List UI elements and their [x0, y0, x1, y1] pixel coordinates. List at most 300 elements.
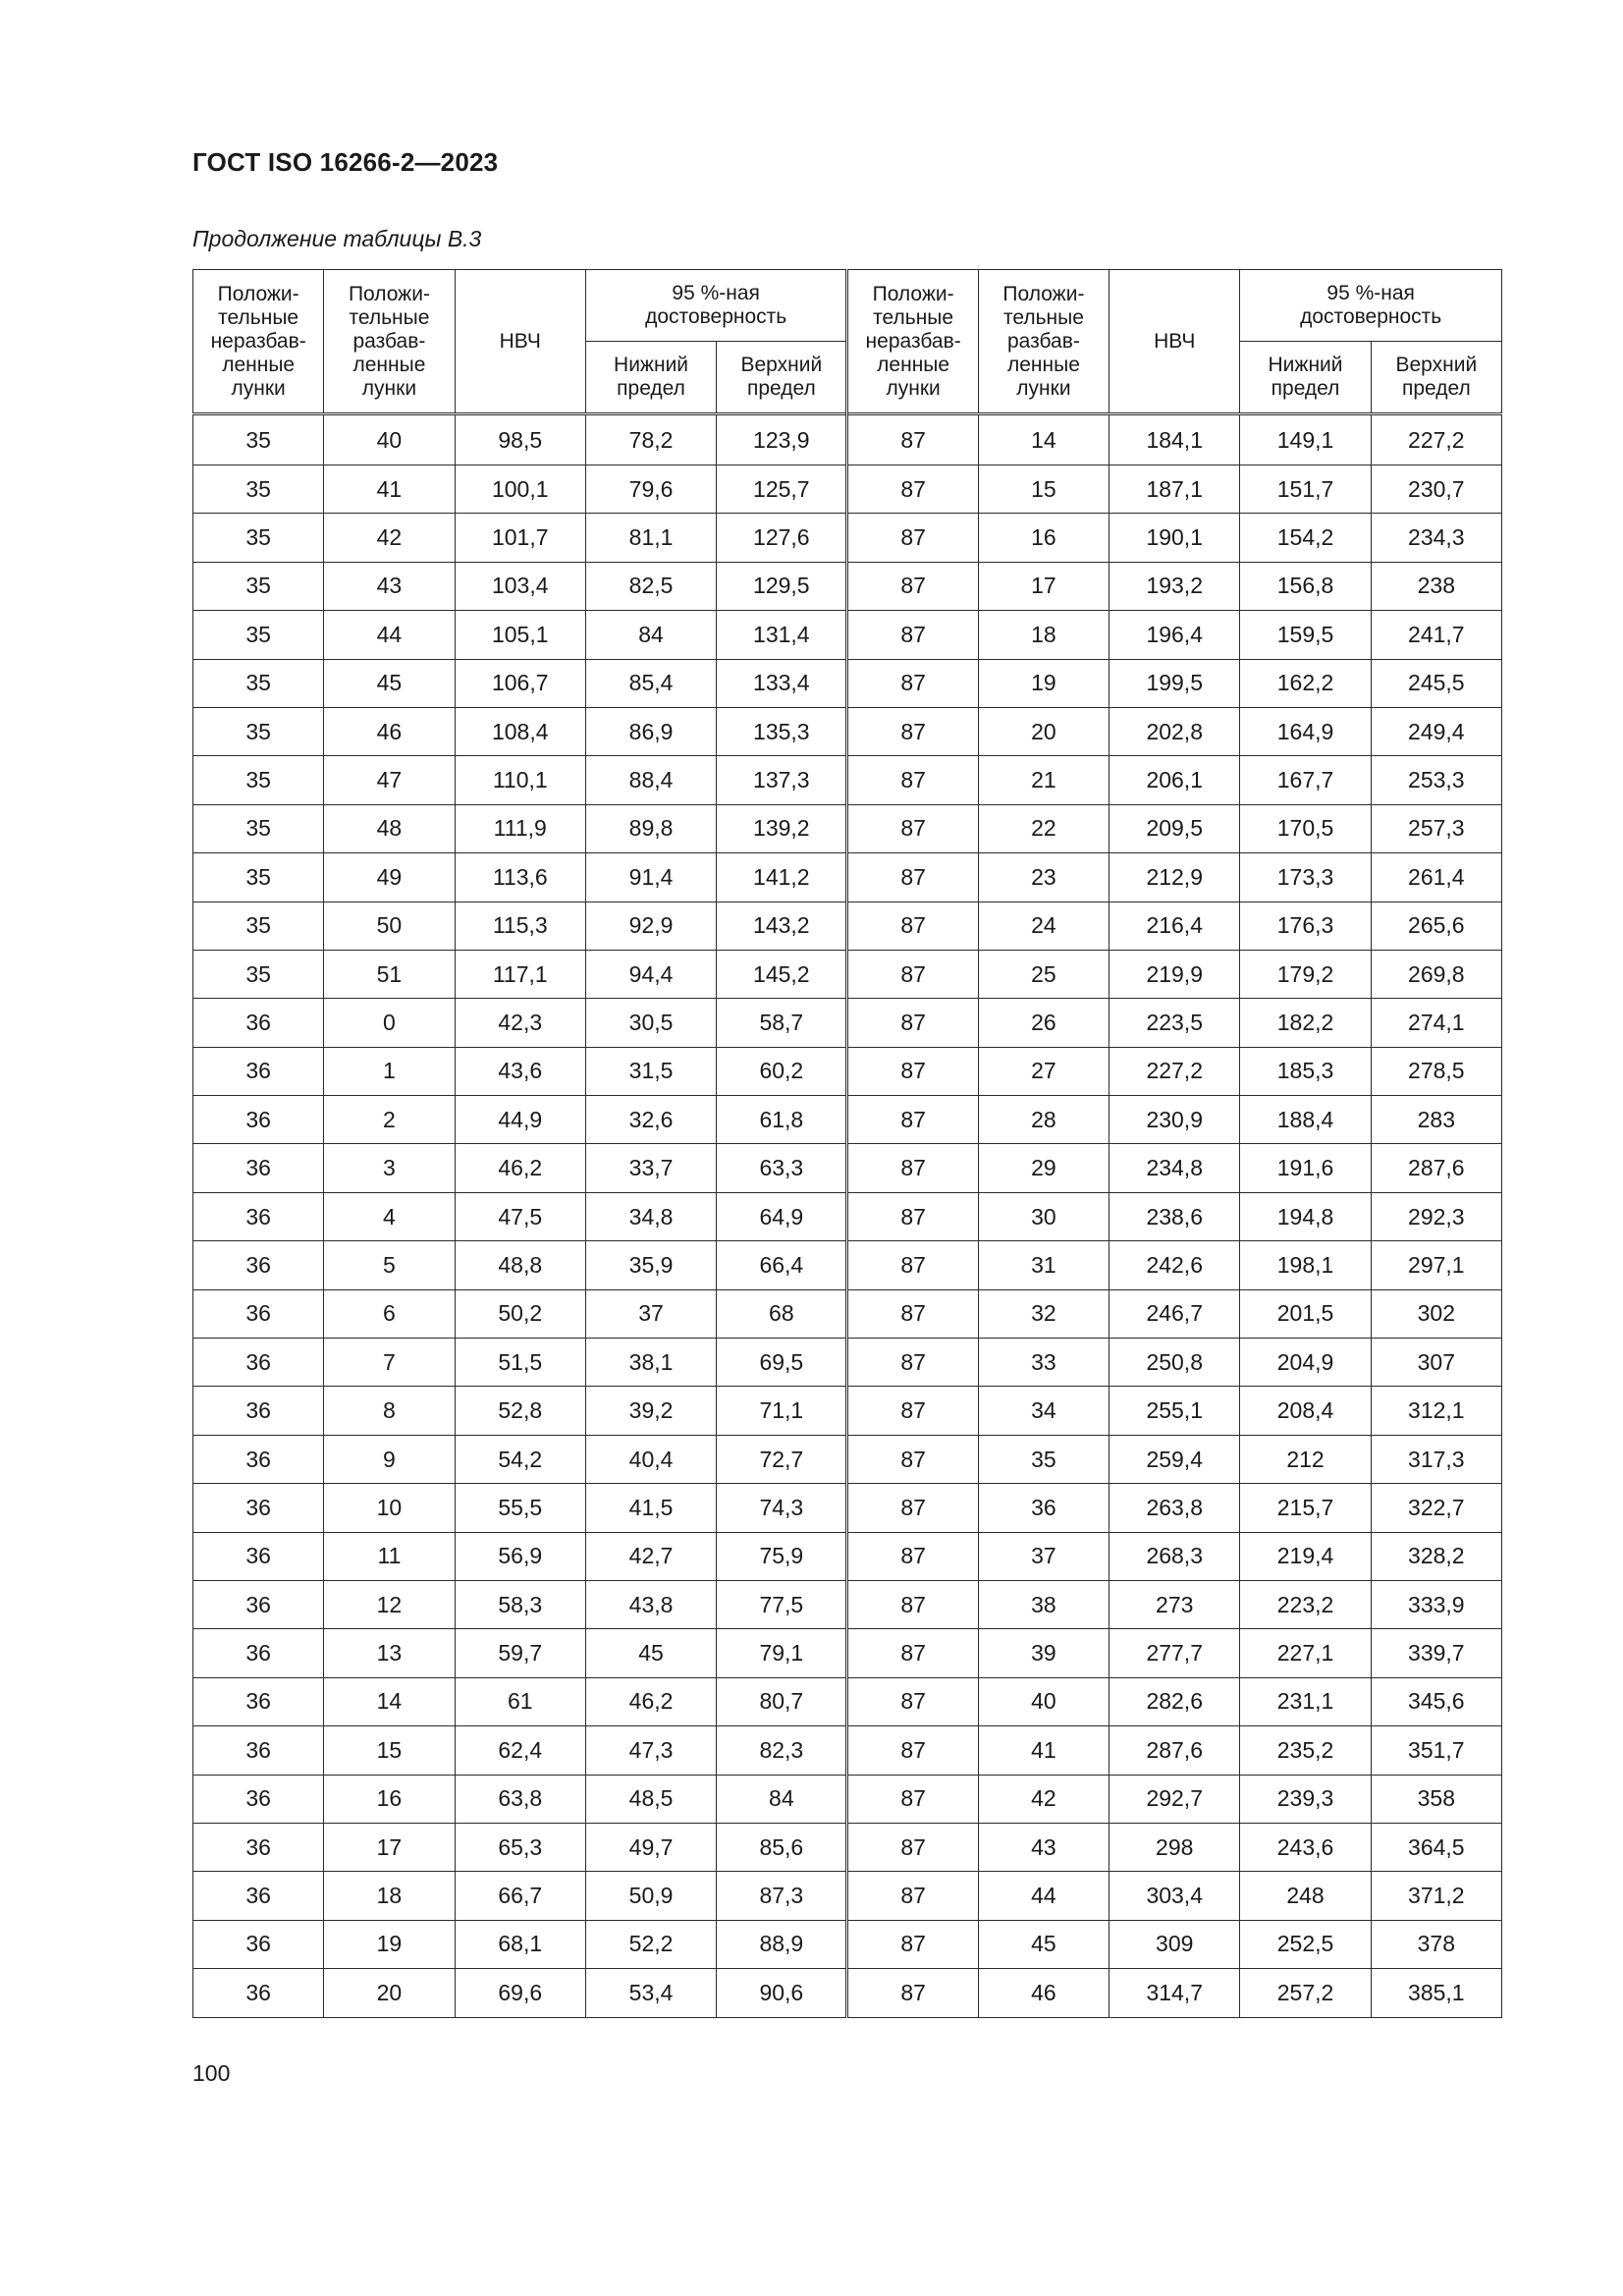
table-cell: 43	[324, 562, 455, 610]
table-cell: 263,8	[1109, 1484, 1240, 1532]
table-cell: 35	[193, 804, 324, 852]
table-cell: 309	[1109, 1920, 1240, 1968]
table-cell: 2	[324, 1096, 455, 1144]
table-cell: 61,8	[717, 1096, 847, 1144]
table-cell: 328,2	[1371, 1532, 1501, 1580]
table-cell: 36	[193, 1144, 324, 1192]
table-cell: 94,4	[585, 950, 716, 998]
table-cell: 261,4	[1371, 853, 1501, 902]
table-cell: 41,5	[585, 1484, 716, 1532]
header-positive-undiluted	[193, 270, 324, 414]
table-cell: 248	[1240, 1872, 1371, 1920]
table-cell: 36	[193, 1289, 324, 1338]
table-cell: 63,8	[455, 1775, 585, 1823]
table-cell: 9	[324, 1435, 455, 1483]
table-cell: 199,5	[1109, 659, 1240, 707]
table-cell: 31	[978, 1241, 1109, 1289]
table-cell: 5	[324, 1241, 455, 1289]
table-cell: 87	[847, 1047, 978, 1095]
table-cell: 80,7	[717, 1677, 847, 1725]
table-cell: 35	[193, 853, 324, 902]
header-mpn: НВЧ	[455, 270, 585, 414]
table-cell: 274,1	[1371, 999, 1501, 1047]
table-cell: 113,6	[455, 853, 585, 902]
table-row	[193, 1677, 1502, 1725]
table-row	[193, 1629, 1502, 1677]
table-cell: 202,8	[1109, 707, 1240, 755]
table-cell: 283	[1371, 1096, 1501, 1144]
table-cell: 87	[847, 1872, 978, 1920]
table-cell: 278,5	[1371, 1047, 1501, 1095]
table-cell: 259,4	[1109, 1435, 1240, 1483]
table-cell: 201,5	[1240, 1289, 1371, 1338]
table-cell: 54,2	[455, 1435, 585, 1483]
table-cell: 6	[324, 1289, 455, 1338]
table-cell: 35	[193, 465, 324, 514]
table-cell: 19	[324, 1920, 455, 1968]
table-cell: 141,2	[717, 853, 847, 902]
table-cell: 322,7	[1371, 1484, 1501, 1532]
table-row	[193, 1920, 1502, 1968]
table-cell: 47	[324, 756, 455, 804]
table-cell: 42	[324, 514, 455, 562]
table-cell: 66,7	[455, 1872, 585, 1920]
table-cell: 187,1	[1109, 465, 1240, 514]
table-cell: 36	[193, 1823, 324, 1871]
table-cell: 1	[324, 1047, 455, 1095]
table-cell: 11	[324, 1532, 455, 1580]
table-cell: 36	[193, 1241, 324, 1289]
table-cell: 302	[1371, 1289, 1501, 1338]
table-cell: 36	[193, 1969, 324, 2017]
table-cell: 15	[978, 465, 1109, 514]
table-cell: 72,7	[717, 1435, 847, 1483]
table-cell: 87	[847, 1484, 978, 1532]
table-cell: 66,4	[717, 1241, 847, 1289]
table-cell: 40	[978, 1677, 1109, 1725]
table-cell: 34	[978, 1387, 1109, 1435]
table-cell: 103,4	[455, 562, 585, 610]
table-cell: 35	[193, 707, 324, 755]
table-cell: 48,8	[455, 1241, 585, 1289]
table-cell: 257,2	[1240, 1969, 1371, 2017]
table-cell: 196,4	[1109, 611, 1240, 659]
table-cell: 87	[847, 1580, 978, 1628]
table-cell: 198,1	[1240, 1241, 1371, 1289]
table-cell: 68,1	[455, 1920, 585, 1968]
table-cell: 91,4	[585, 853, 716, 902]
header-line: тельные	[349, 305, 430, 329]
table-cell: 37	[585, 1289, 716, 1338]
table-cell: 298	[1109, 1823, 1240, 1871]
table-cell: 36	[193, 1047, 324, 1095]
table-cell: 81,1	[585, 514, 716, 562]
table-cell: 45	[585, 1629, 716, 1677]
table-cell: 40	[324, 414, 455, 465]
table-cell: 25	[978, 950, 1109, 998]
header-lower-limit	[585, 342, 716, 414]
table-cell: 230,7	[1371, 465, 1501, 514]
table-cell: 242,6	[1109, 1241, 1240, 1289]
header-line: достоверность	[1300, 305, 1442, 328]
header-line: Нижний	[1268, 354, 1343, 376]
table-cell: 87	[847, 1387, 978, 1435]
table-cell: 185,3	[1240, 1047, 1371, 1095]
header-line: разбав-	[352, 329, 426, 353]
table-cell: 265,6	[1371, 902, 1501, 950]
table-cell: 45	[324, 659, 455, 707]
table-cell: 219,4	[1240, 1532, 1371, 1580]
table-cell: 0	[324, 999, 455, 1047]
table-cell: 60,2	[717, 1047, 847, 1095]
header-line: лунки	[1016, 376, 1071, 400]
table-row	[193, 1580, 1502, 1628]
table-cell: 87	[847, 1192, 978, 1240]
table-cell: 48,5	[585, 1775, 716, 1823]
table-cell: 173,3	[1240, 853, 1371, 902]
table-cell: 193,2	[1109, 562, 1240, 610]
table-cell: 20	[324, 1969, 455, 2017]
table-row	[193, 1387, 1502, 1435]
table-cell: 44	[978, 1872, 1109, 1920]
header-line: предел	[1271, 377, 1340, 400]
table-cell: 39	[978, 1629, 1109, 1677]
table-cell: 170,5	[1240, 804, 1371, 852]
table-cell: 87	[847, 853, 978, 902]
table-cell: 38	[978, 1580, 1109, 1628]
table-cell: 68	[717, 1289, 847, 1338]
header-line: ленные	[222, 353, 296, 376]
table-cell: 63,3	[717, 1144, 847, 1192]
table-row	[193, 1096, 1502, 1144]
table-cell: 297,1	[1371, 1241, 1501, 1289]
table-cell: 27	[978, 1047, 1109, 1095]
table-cell: 74,3	[717, 1484, 847, 1532]
header-line: неразбав-	[210, 329, 306, 353]
header-line: 95 %-ная	[672, 282, 760, 304]
table-cell: 51	[324, 950, 455, 998]
table-cell: 215,7	[1240, 1484, 1371, 1532]
table-cell: 20	[978, 707, 1109, 755]
table-row	[193, 804, 1502, 852]
table-cell: 16	[324, 1775, 455, 1823]
table-cell: 184,1	[1109, 414, 1240, 465]
table-cell: 23	[978, 853, 1109, 902]
table-cell: 47,5	[455, 1192, 585, 1240]
table-cell: 206,1	[1109, 756, 1240, 804]
document-header: ГОСТ ISO 16266-2—2023	[192, 147, 499, 177]
table-cell: 208,4	[1240, 1387, 1371, 1435]
table-cell: 235,2	[1240, 1726, 1371, 1775]
table-cell: 339,7	[1371, 1629, 1501, 1677]
table-cell: 46,2	[585, 1677, 716, 1725]
table-cell: 38,1	[585, 1339, 716, 1387]
mpn-table	[192, 269, 1502, 2018]
table-row	[193, 1289, 1502, 1338]
table-cell: 194,8	[1240, 1192, 1371, 1240]
table-cell: 36	[193, 1484, 324, 1532]
table-cell: 250,8	[1109, 1339, 1240, 1387]
table-cell: 14	[978, 414, 1109, 465]
table-row	[193, 1339, 1502, 1387]
table-cell: 87	[847, 902, 978, 950]
header-line: Положи-	[217, 282, 299, 305]
table-cell: 87	[847, 756, 978, 804]
table-row	[193, 1872, 1502, 1920]
table-cell: 345,6	[1371, 1677, 1501, 1725]
table-cell: 88,9	[717, 1920, 847, 1968]
table-cell: 98,5	[455, 414, 585, 465]
table-cell: 36	[193, 1775, 324, 1823]
header-line: Верхний	[1395, 354, 1478, 376]
table-cell: 35	[193, 514, 324, 562]
table-cell: 84	[717, 1775, 847, 1823]
table-cell: 43,6	[455, 1047, 585, 1095]
table-cell: 4	[324, 1192, 455, 1240]
table-cell: 87	[847, 611, 978, 659]
table-cell: 100,1	[455, 465, 585, 514]
header-line: Положи-	[348, 282, 430, 305]
table-cell: 230,9	[1109, 1096, 1240, 1144]
table-cell: 16	[978, 514, 1109, 562]
table-cell: 257,3	[1371, 804, 1501, 852]
table-cell: 58,7	[717, 999, 847, 1047]
table-cell: 33,7	[585, 1144, 716, 1192]
table-cell: 46,2	[455, 1144, 585, 1192]
table-cell: 50,9	[585, 1872, 716, 1920]
table-cell: 312,1	[1371, 1387, 1501, 1435]
table-cell: 87	[847, 1677, 978, 1725]
table-cell: 135,3	[717, 707, 847, 755]
table-cell: 92,9	[585, 902, 716, 950]
table-cell: 36	[193, 1580, 324, 1628]
table-cell: 164,9	[1240, 707, 1371, 755]
table-cell: 87	[847, 1532, 978, 1580]
table-row	[193, 1241, 1502, 1289]
table-cell: 87	[847, 1144, 978, 1192]
table-cell: 42,7	[585, 1532, 716, 1580]
table-cell: 227,2	[1109, 1047, 1240, 1095]
table-cell: 36	[193, 999, 324, 1047]
header-line: ленные	[1006, 353, 1080, 376]
table-cell: 87	[847, 562, 978, 610]
table-cell: 87	[847, 1435, 978, 1483]
table-body	[193, 414, 1502, 2018]
table-row	[193, 1047, 1502, 1095]
table-cell: 84	[585, 611, 716, 659]
table-cell: 52,2	[585, 1920, 716, 1968]
table-row	[193, 562, 1502, 610]
table-cell: 317,3	[1371, 1435, 1501, 1483]
table-cell: 190,1	[1109, 514, 1240, 562]
table-cell: 45	[978, 1920, 1109, 1968]
table-cell: 125,7	[717, 465, 847, 514]
table-cell: 46	[324, 707, 455, 755]
table-row	[193, 707, 1502, 755]
table-row	[193, 514, 1502, 562]
table-cell: 32	[978, 1289, 1109, 1338]
table-cell: 117,1	[455, 950, 585, 998]
table-cell: 37	[978, 1532, 1109, 1580]
table-cell: 149,1	[1240, 414, 1371, 465]
table-cell: 162,2	[1240, 659, 1371, 707]
header-line: Нижний	[614, 354, 689, 376]
table-cell: 50,2	[455, 1289, 585, 1338]
table-cell: 43,8	[585, 1580, 716, 1628]
table-cell: 42,3	[455, 999, 585, 1047]
table-cell: 43	[978, 1823, 1109, 1871]
table-cell: 127,6	[717, 514, 847, 562]
header-line: ленные	[352, 353, 426, 376]
header-upper-limit	[717, 342, 847, 414]
table-cell: 51,5	[455, 1339, 585, 1387]
table-row	[193, 611, 1502, 659]
table-cell: 167,7	[1240, 756, 1371, 804]
table-cell: 246,7	[1109, 1289, 1240, 1338]
table-cell: 212	[1240, 1435, 1371, 1483]
table-cell: 223,2	[1240, 1580, 1371, 1628]
table-cell: 87	[847, 1241, 978, 1289]
header-line: достоверность	[645, 305, 787, 328]
table-cell: 231,1	[1240, 1677, 1371, 1725]
table-cell: 385,1	[1371, 1969, 1501, 2017]
table-cell: 71,1	[717, 1387, 847, 1435]
table-cell: 223,5	[1109, 999, 1240, 1047]
table-cell: 36	[193, 1387, 324, 1435]
table-cell: 36	[193, 1096, 324, 1144]
table-cell: 105,1	[455, 611, 585, 659]
table-cell: 35,9	[585, 1241, 716, 1289]
table-cell: 243,6	[1240, 1823, 1371, 1871]
table-cell: 35	[193, 414, 324, 465]
header-line: Положи-	[872, 282, 954, 305]
table-cell: 50	[324, 902, 455, 950]
table-cell: 46	[978, 1969, 1109, 2017]
table-cell: 7	[324, 1339, 455, 1387]
header-line: Положи-	[1002, 282, 1085, 305]
table-cell: 56,9	[455, 1532, 585, 1580]
table-cell: 79,6	[585, 465, 716, 514]
table-cell: 19	[978, 659, 1109, 707]
table-cell: 82,3	[717, 1726, 847, 1775]
table-cell: 35	[193, 659, 324, 707]
table-cell: 88,4	[585, 756, 716, 804]
table-cell: 85,4	[585, 659, 716, 707]
table-cell: 90,6	[717, 1969, 847, 2017]
table-cell: 87	[847, 804, 978, 852]
table-cell: 61	[455, 1677, 585, 1725]
table-cell: 13	[324, 1629, 455, 1677]
table-cell: 87	[847, 1726, 978, 1775]
table-cell: 8	[324, 1387, 455, 1435]
table-cell: 253,3	[1371, 756, 1501, 804]
table-cell: 110,1	[455, 756, 585, 804]
table-cell: 182,2	[1240, 999, 1371, 1047]
table-cell: 39,2	[585, 1387, 716, 1435]
table-cell: 176,3	[1240, 902, 1371, 950]
header-line: лунки	[361, 376, 417, 400]
table-row	[193, 659, 1502, 707]
table-row	[193, 1532, 1502, 1580]
table-cell: 44	[324, 611, 455, 659]
table-cell: 151,7	[1240, 465, 1371, 514]
table-cell: 87	[847, 950, 978, 998]
header-line: тельные	[218, 305, 299, 329]
table-cell: 252,5	[1240, 1920, 1371, 1968]
table-cell: 87	[847, 514, 978, 562]
header-line: разбав-	[1006, 329, 1080, 353]
table-cell: 87	[847, 1823, 978, 1871]
table-cell: 87	[847, 999, 978, 1047]
table-row	[193, 1144, 1502, 1192]
table-cell: 41	[978, 1726, 1109, 1775]
table-cell: 36	[193, 1339, 324, 1387]
table-cell: 82,5	[585, 562, 716, 610]
table-cell: 212,9	[1109, 853, 1240, 902]
table-cell: 108,4	[455, 707, 585, 755]
table-cell: 87	[847, 1969, 978, 2017]
table-caption: Продолжение таблицы В.3	[192, 226, 482, 251]
table-cell: 333,9	[1371, 1580, 1501, 1628]
table-cell: 75,9	[717, 1532, 847, 1580]
table-cell: 139,2	[717, 804, 847, 852]
table-cell: 85,6	[717, 1823, 847, 1871]
table-cell: 47,3	[585, 1726, 716, 1775]
table-cell: 188,4	[1240, 1096, 1371, 1144]
table-cell: 69,6	[455, 1969, 585, 2017]
table-cell: 123,9	[717, 414, 847, 465]
table-cell: 89,8	[585, 804, 716, 852]
table-cell: 292,3	[1371, 1192, 1501, 1240]
table-cell: 22	[978, 804, 1109, 852]
table-cell: 28	[978, 1096, 1109, 1144]
table-cell: 33	[978, 1339, 1109, 1387]
table-cell: 87	[847, 1339, 978, 1387]
table-cell: 49,7	[585, 1823, 716, 1871]
table-cell: 59,7	[455, 1629, 585, 1677]
table-cell: 131,4	[717, 611, 847, 659]
header-positive-diluted	[324, 270, 455, 414]
table-row	[193, 1823, 1502, 1871]
header-mpn: НВЧ	[1109, 270, 1240, 414]
table-cell: 17	[978, 562, 1109, 610]
table-cell: 65,3	[455, 1823, 585, 1871]
table-cell: 245,5	[1371, 659, 1501, 707]
table-cell: 78,2	[585, 414, 716, 465]
table-cell: 36	[193, 1532, 324, 1580]
table-cell: 12	[324, 1580, 455, 1628]
table-cell: 35	[193, 611, 324, 659]
table-cell: 36	[193, 1192, 324, 1240]
page-number: 100	[192, 2060, 231, 2086]
header-positive-diluted	[978, 270, 1109, 414]
table-row	[193, 414, 1502, 465]
table-cell: 156,8	[1240, 562, 1371, 610]
table-row	[193, 1775, 1502, 1823]
table-cell: 255,1	[1109, 1387, 1240, 1435]
table-cell: 154,2	[1240, 514, 1371, 562]
table-cell: 287,6	[1371, 1144, 1501, 1192]
table-cell: 31,5	[585, 1047, 716, 1095]
table-cell: 36	[978, 1484, 1109, 1532]
table-cell: 204,9	[1240, 1339, 1371, 1387]
header-line: тельные	[873, 305, 954, 329]
table-cell: 87	[847, 414, 978, 465]
table-cell: 234,8	[1109, 1144, 1240, 1192]
table-cell: 364,5	[1371, 1823, 1501, 1871]
table-cell: 69,5	[717, 1339, 847, 1387]
table-cell: 15	[324, 1726, 455, 1775]
